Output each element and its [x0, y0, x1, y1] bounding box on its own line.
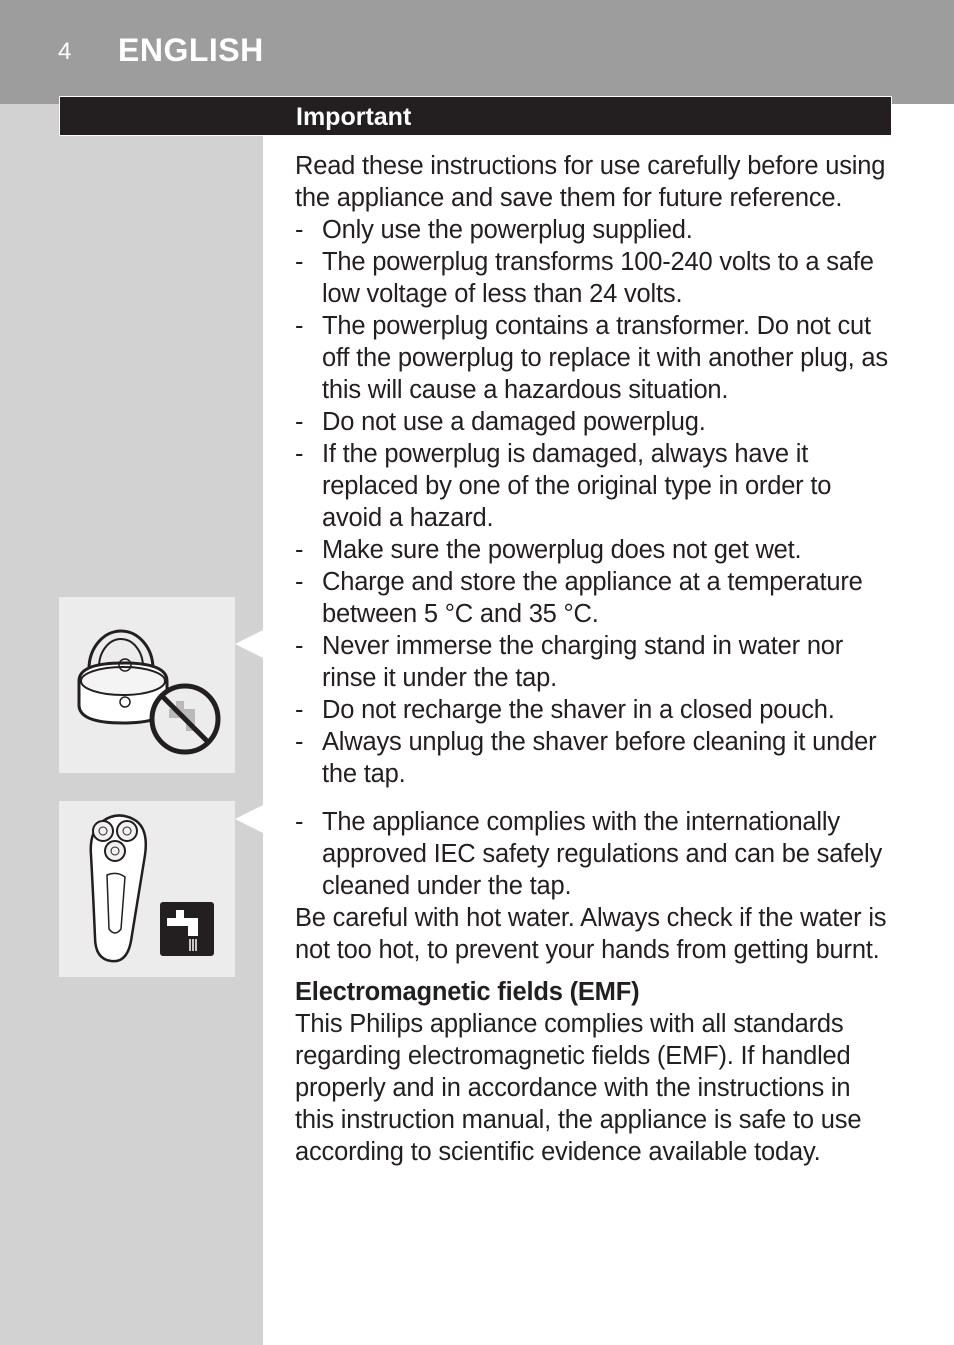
charging-stand-illustration	[59, 597, 235, 773]
list-item: - Make sure the powerplug does not get wet.	[295, 536, 802, 564]
emf-heading: Electromagnetic fields (EMF)	[295, 978, 640, 1006]
figure-pointer	[235, 630, 263, 658]
list-item: - Do not use a damaged powerplug.	[295, 408, 706, 436]
warning-list	[295, 214, 895, 790]
shaver-figure	[59, 801, 235, 977]
spacer	[295, 790, 895, 806]
section-title: Important	[296, 103, 412, 131]
list-item: - Charge and store the appliance at a temperature between 5 °C and 35 °C.	[295, 568, 863, 628]
main-content	[295, 150, 895, 1168]
shaver-illustration	[59, 801, 235, 977]
list-item: - Do not recharge the shaver in a closed pouch.	[295, 696, 835, 724]
section-header-bar	[59, 96, 892, 136]
intro-paragraph: Read these instructions for use carefully before using the appliance and save them for future reference.	[295, 152, 886, 212]
language-title: ENGLISH	[118, 32, 264, 68]
list-item: - The powerplug contains a transformer. Do not cut off the powerplug to replace it with another plug, as this will cause a hazardous situation.	[295, 312, 888, 404]
no-water-tap-icon	[152, 686, 218, 752]
list-item: - Only use the powerplug supplied.	[295, 216, 693, 244]
list-item: - If the powerplug is damaged, always have it replaced by one of the original type in order to avoid a hazard.	[295, 440, 832, 532]
list-item: - Always unplug the shaver before cleaning it under the tap.	[295, 728, 877, 788]
figure-pointer	[235, 805, 263, 833]
charging-stand-figure	[59, 597, 235, 773]
list-item: - The appliance complies with the internationally approved IEC safety regulations and can be safely cleaned under the tap.	[295, 808, 883, 900]
list-item: - Never immerse the charging stand in water nor rinse it under the tap.	[295, 632, 844, 692]
water-tap-icon	[160, 902, 214, 956]
hot-water-note: Be careful with hot water. Always check if the water is not too hot, to prevent your hands from getting burnt.	[295, 904, 887, 964]
page-number: 4	[58, 38, 72, 65]
emf-paragraph: This Philips appliance complies with all standards regarding electromagnetic fields (EMF). If handled properly and in accordance with the instructions in this instruction manual, the appliance is safe to use according to scientific evidence available today.	[295, 1010, 862, 1166]
list-item: - The powerplug transforms 100-240 volts to a safe low voltage of less than 24 volts.	[295, 248, 874, 308]
compliance-list	[295, 806, 895, 902]
